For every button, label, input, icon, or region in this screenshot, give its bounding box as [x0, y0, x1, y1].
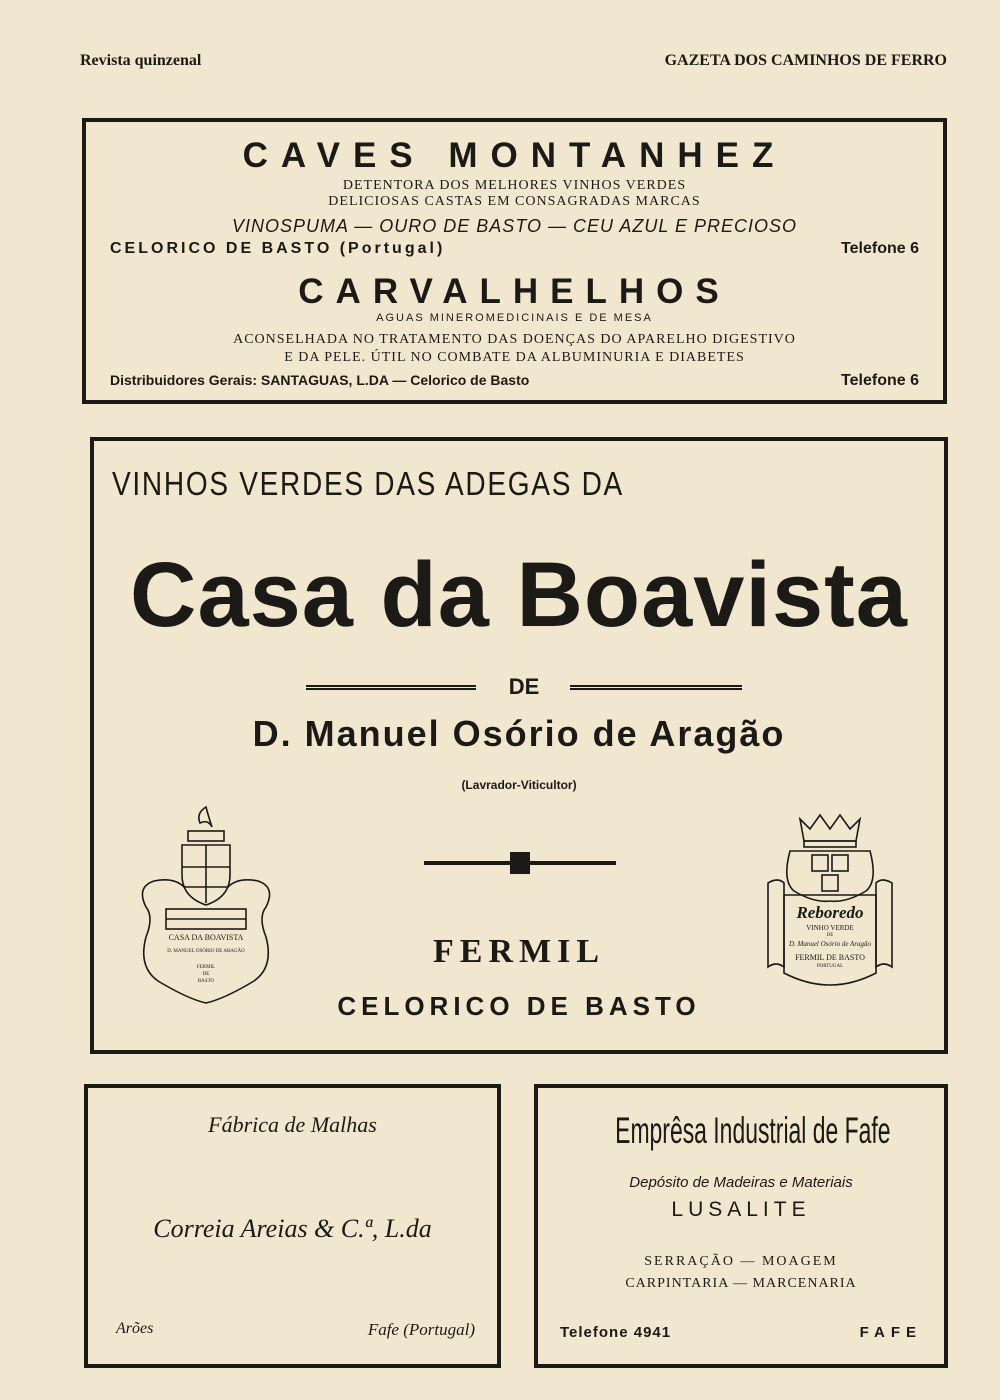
boavista-de: DE — [508, 674, 540, 699]
crown-shield-icon — [760, 799, 900, 1004]
ad-boavista — [90, 437, 948, 1054]
label-left-line3: FERMIL — [196, 965, 216, 970]
caves-location: CELORICO DE BASTO (Portugal) — [110, 240, 446, 257]
label-casa-boavista — [132, 797, 280, 1012]
caves-phone: Telefone 6 — [841, 240, 919, 257]
fafe-line2: SERRAÇÃO — MOAGEM — [644, 1254, 838, 1269]
caves-line2: DELICIOSAS CASTAS EM CONSAGRADAS MARCAS — [328, 194, 701, 209]
ad-fafe — [534, 1084, 948, 1368]
malhas-right: Fafe (Portugal) — [367, 1320, 475, 1339]
fafe-city: FAFE — [859, 1324, 922, 1341]
caves-brands: VINOSPUMA — OURO DE BASTO — CEU AZUL E PRECIOSO — [231, 216, 798, 236]
fafe-line3: CARPINTARIA — MARCENARIA — [625, 1276, 857, 1291]
fafe-brand: LUSALITE — [671, 1198, 811, 1221]
carvalhelhos-line2: E DA PELE. ÚTIL NO COMBATE DA ALBUMINURIA E DIABETES — [284, 350, 745, 365]
boavista-title: Casa da Boavista — [130, 544, 908, 646]
ornament-bar-right — [522, 861, 616, 865]
boavista-place1: FERMIL — [433, 933, 605, 970]
boavista-place2: CELORICO DE BASTO — [337, 991, 701, 1021]
boavista-role: (Lavrador-Viticultor) — [461, 778, 577, 792]
malhas-title: Fábrica de Malhas — [208, 1112, 377, 1137]
header-left: Revista quinzenal — [80, 52, 202, 69]
label-right-line2: DE — [826, 933, 834, 938]
divider-left — [306, 685, 476, 690]
boavista-owner: D. Manuel Osório de Aragão — [252, 713, 786, 754]
caves-line1: DETENTORA DOS MELHORES VINHOS VERDES — [342, 178, 687, 193]
label-left-line5: BASTO — [197, 979, 215, 984]
ornament-bar-left — [424, 861, 518, 865]
label-right-line5: PORTUGAL — [816, 964, 844, 969]
carvalhelhos-phone: Telefone 6 — [841, 372, 919, 389]
boavista-intro: VINHOS VERDES DAS ADEGAS DA — [112, 465, 624, 502]
label-right-line4: FERMIL DE BASTO — [795, 953, 865, 962]
fafe-phone: Telefone 4941 — [560, 1324, 672, 1341]
label-right-line1: VINHO VERDE — [806, 924, 854, 932]
label-left-line1: CASA DA BOAVISTA — [168, 933, 244, 942]
fafe-title: Emprêsa Industrial de Fafe — [615, 1110, 891, 1151]
caves-title: CAVES MONTANHEZ — [242, 136, 787, 175]
malhas-company: Correia Areias & C.ª, L.da — [153, 1214, 432, 1243]
carvalhelhos-line1: ACONSELHADA NO TRATAMENTO DAS DOENÇAS DO APARELHO DIGESTIVO — [233, 332, 796, 347]
label-left-line4: DE — [202, 972, 210, 977]
ad-caves-carvalhelhos — [82, 118, 947, 404]
malhas-left: Arões — [116, 1320, 154, 1337]
carvalhelhos-distributors: Distribuidores Gerais: SANTAGUAS, L.DA — Celorico de Basto — [110, 372, 530, 388]
label-left-line2: D. MANUEL OSÓRIO DE ARAGÃO — [167, 949, 245, 954]
label-right-line3: D. Manuel Osório de Aragão — [788, 940, 872, 948]
label-right-brand: Reboredo — [796, 903, 864, 922]
carvalhelhos-title: CARVALHELHOS — [298, 272, 731, 311]
divider-right — [570, 685, 742, 690]
header-right: GAZETA DOS CAMINHOS DE FERRO — [664, 52, 947, 69]
ad-malhas — [84, 1084, 501, 1368]
carvalhelhos-subtitle: AGUAS MINEROMEDICINAIS E DE MESA — [376, 312, 653, 324]
fafe-line1: Depósito de Madeiras e Materiais — [629, 1174, 853, 1191]
label-reboredo — [760, 799, 900, 1004]
